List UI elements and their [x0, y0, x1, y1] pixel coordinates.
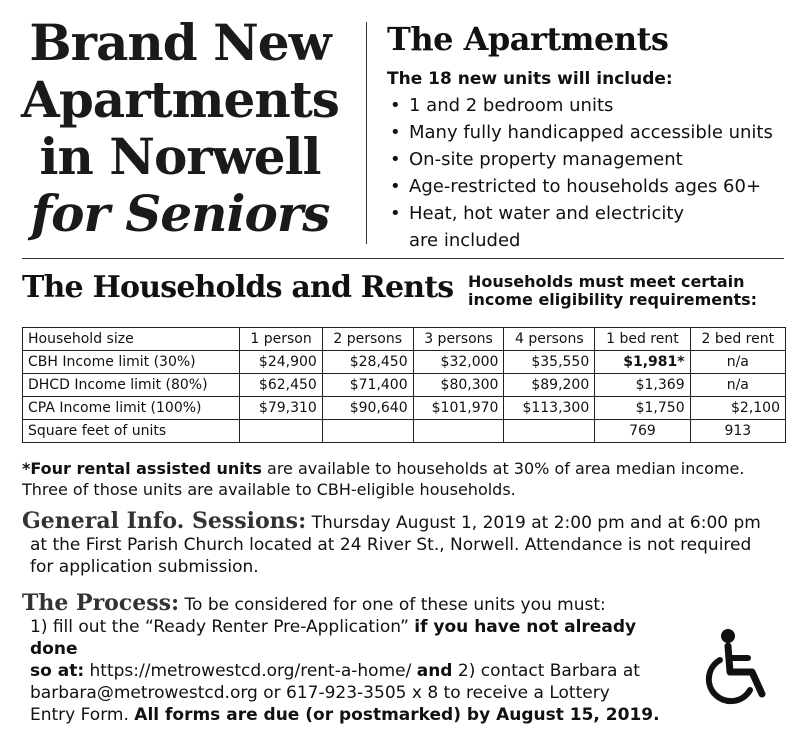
eligibility-note: Households must meet certain income eligibility requirements:	[468, 272, 758, 309]
footnote-line-2: Three of those units are available to CBH-eligible households.	[22, 480, 516, 499]
rental-assistance-footnote	[22, 458, 792, 500]
table-cell: $35,550	[504, 351, 595, 374]
headline-line-1: Brand New	[29, 13, 331, 72]
bullet-icon: •	[390, 95, 401, 116]
process-step-1: 1) fill out the “Ready Renter Pre-Application” if you have not already done	[30, 617, 637, 659]
wheelchair-icon	[700, 626, 780, 706]
feature-item: • 1 and 2 bedroom units	[387, 92, 787, 119]
bullet-icon: •	[390, 176, 401, 197]
application-process	[22, 592, 682, 726]
table-cell: $90,640	[322, 397, 413, 420]
table-cell: $1,369	[595, 374, 690, 397]
table-cell: $62,450	[240, 374, 323, 397]
feature-item: • On-site property management	[387, 146, 787, 173]
households-heading: The Households and Rents	[22, 270, 454, 305]
process-contact-line: barbara@metrowestcd.org or 617-923-3505 x 8 to receive a Lottery	[30, 683, 610, 703]
row-label: Square feet of units	[23, 420, 240, 443]
headline-line-3: in Norwell	[39, 127, 321, 186]
process-heading: The Process:	[22, 590, 180, 616]
table-row	[23, 351, 786, 374]
column-header: 1 bed rent	[595, 328, 690, 351]
bullet-icon: •	[390, 203, 401, 224]
table-row	[23, 397, 786, 420]
table-cell	[240, 420, 323, 443]
feature-continuation: are included	[409, 230, 521, 251]
column-header: 4 persons	[504, 328, 595, 351]
process-deadline-line: Entry Form. All forms are due (or postmarked) by August 15, 2019.	[30, 705, 660, 725]
vertical-divider	[366, 22, 367, 244]
table-cell	[322, 420, 413, 443]
column-header: 2 bed rent	[690, 328, 785, 351]
column-header: Household size	[23, 328, 240, 351]
feature-item: • Many fully handicapped accessible units	[387, 119, 787, 146]
table-cell: $101,970	[413, 397, 504, 420]
table-cell: n/a	[690, 374, 785, 397]
bullet-icon: •	[390, 122, 401, 143]
table-cell: n/a	[690, 351, 785, 374]
bullet-icon: •	[390, 149, 401, 170]
apartments-features	[387, 92, 787, 227]
sessions-date: Thursday August 1, 2019 at 2:00 pm and at 6:00 pm	[306, 513, 761, 533]
info-sessions	[22, 510, 792, 578]
headline-line-4: for Seniors	[30, 184, 330, 243]
column-header: 2 persons	[322, 328, 413, 351]
sessions-location: at the First Parish Church located at 24 River St., Norwell. Attendance is not required	[30, 535, 752, 555]
table-cell	[413, 420, 504, 443]
sessions-note: for application submission.	[30, 557, 259, 577]
table-cell: $71,400	[322, 374, 413, 397]
table-row	[23, 420, 786, 443]
table-cell: $79,310	[240, 397, 323, 420]
process-intro: To be considered for one of these units you must:	[179, 595, 606, 615]
feature-item: • Heat, hot water and electricity	[387, 200, 787, 227]
process-step-link-line: so at: https://metrowestcd.org/rent-a-home/ and 2) contact Barbara at	[30, 661, 640, 681]
footnote-bold: *Four rental assisted units	[22, 459, 262, 478]
column-header: 1 person	[240, 328, 323, 351]
table-cell: 913	[690, 420, 785, 443]
table-cell: $113,300	[504, 397, 595, 420]
table-cell: $28,450	[322, 351, 413, 374]
income-rent-table	[22, 327, 786, 443]
table-cell	[504, 420, 595, 443]
table-cell: $89,200	[504, 374, 595, 397]
apartments-intro: The 18 new units will include:	[387, 69, 673, 89]
table-row	[23, 374, 786, 397]
table-cell: $2,100	[690, 397, 785, 420]
column-header: 3 persons	[413, 328, 504, 351]
row-label: CPA Income limit (100%)	[23, 397, 240, 420]
footnote-text: are available to households at 30% of area median income.	[261, 459, 745, 478]
rent-a-home-link[interactable]: https://metrowestcd.org/rent-a-home/	[84, 661, 417, 681]
row-label: CBH Income limit (30%)	[23, 351, 240, 374]
table-cell: $32,000	[413, 351, 504, 374]
apartments-section	[387, 18, 787, 254]
table-cell: $80,300	[413, 374, 504, 397]
apartments-heading: The Apartments	[387, 20, 669, 58]
table-cell: $1,981*	[595, 351, 690, 374]
feature-item: • Age-restricted to households ages 60+	[387, 173, 787, 200]
sessions-heading: General Info. Sessions:	[22, 508, 307, 534]
table-cell: $1,750	[595, 397, 690, 420]
table-header-row	[23, 328, 786, 351]
headline	[20, 14, 340, 242]
table-cell: 769	[595, 420, 690, 443]
headline-line-2: Apartments	[21, 70, 339, 129]
table-cell: $24,900	[240, 351, 323, 374]
row-label: DHCD Income limit (80%)	[23, 374, 240, 397]
horizontal-divider	[22, 258, 784, 259]
